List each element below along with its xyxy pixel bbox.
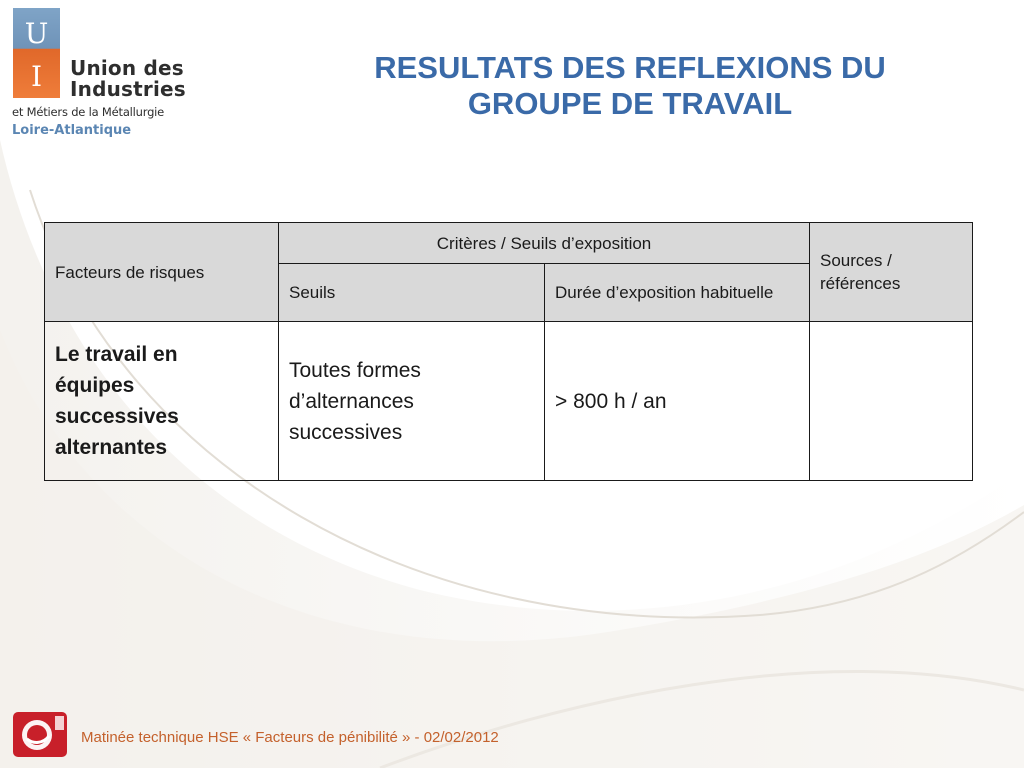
footer-caption: Matinée technique HSE « Facteurs de pénibilité » - 02/02/2012: [81, 729, 499, 746]
logo-color-block: [13, 8, 60, 98]
logo-text-region: Loire-Atlantique: [12, 123, 132, 138]
factor-line: alternantes: [55, 436, 168, 459]
factor-line: Le travail en: [55, 343, 178, 366]
uimm-logo: [10, 8, 190, 140]
cell-threshold: [279, 322, 545, 481]
logo-text-union: Union des: [70, 56, 184, 80]
threshold-line: successives: [289, 420, 403, 444]
threshold-line: Toutes formes: [289, 358, 421, 382]
threshold-line: d’alternances: [289, 389, 414, 413]
cell-factor: [45, 322, 279, 481]
logo-letter-i: I: [30, 60, 43, 93]
slide-title-line2: GROUPE DE TRAVAIL: [467, 86, 793, 121]
cell-sources: [810, 322, 973, 481]
header-sources: Sources / références: [810, 223, 973, 322]
header-thresholds: Seuils: [279, 264, 545, 322]
cell-duration: [545, 322, 810, 481]
logo-letter-u: U: [24, 17, 49, 50]
header-duration: Durée d’exposition habituelle: [545, 264, 810, 322]
logo-text-industries: Industries: [70, 77, 186, 101]
duration-value: > 800 h / an: [555, 389, 667, 413]
header-criteria: Critères / Seuils d’exposition: [279, 223, 810, 264]
uimm-badge-icon: [13, 712, 67, 757]
header-factors: Facteurs de risques: [45, 223, 279, 322]
factor-line: successives: [55, 405, 179, 428]
logo-text-metiers: et Métiers de la Métallurgie: [12, 105, 165, 119]
factor-line: équipes: [55, 374, 135, 397]
slide-title-line1: RESULTATS DES REFLEXIONS DU: [374, 50, 886, 85]
risk-factors-table: [44, 222, 973, 481]
slide-title: [330, 50, 930, 122]
